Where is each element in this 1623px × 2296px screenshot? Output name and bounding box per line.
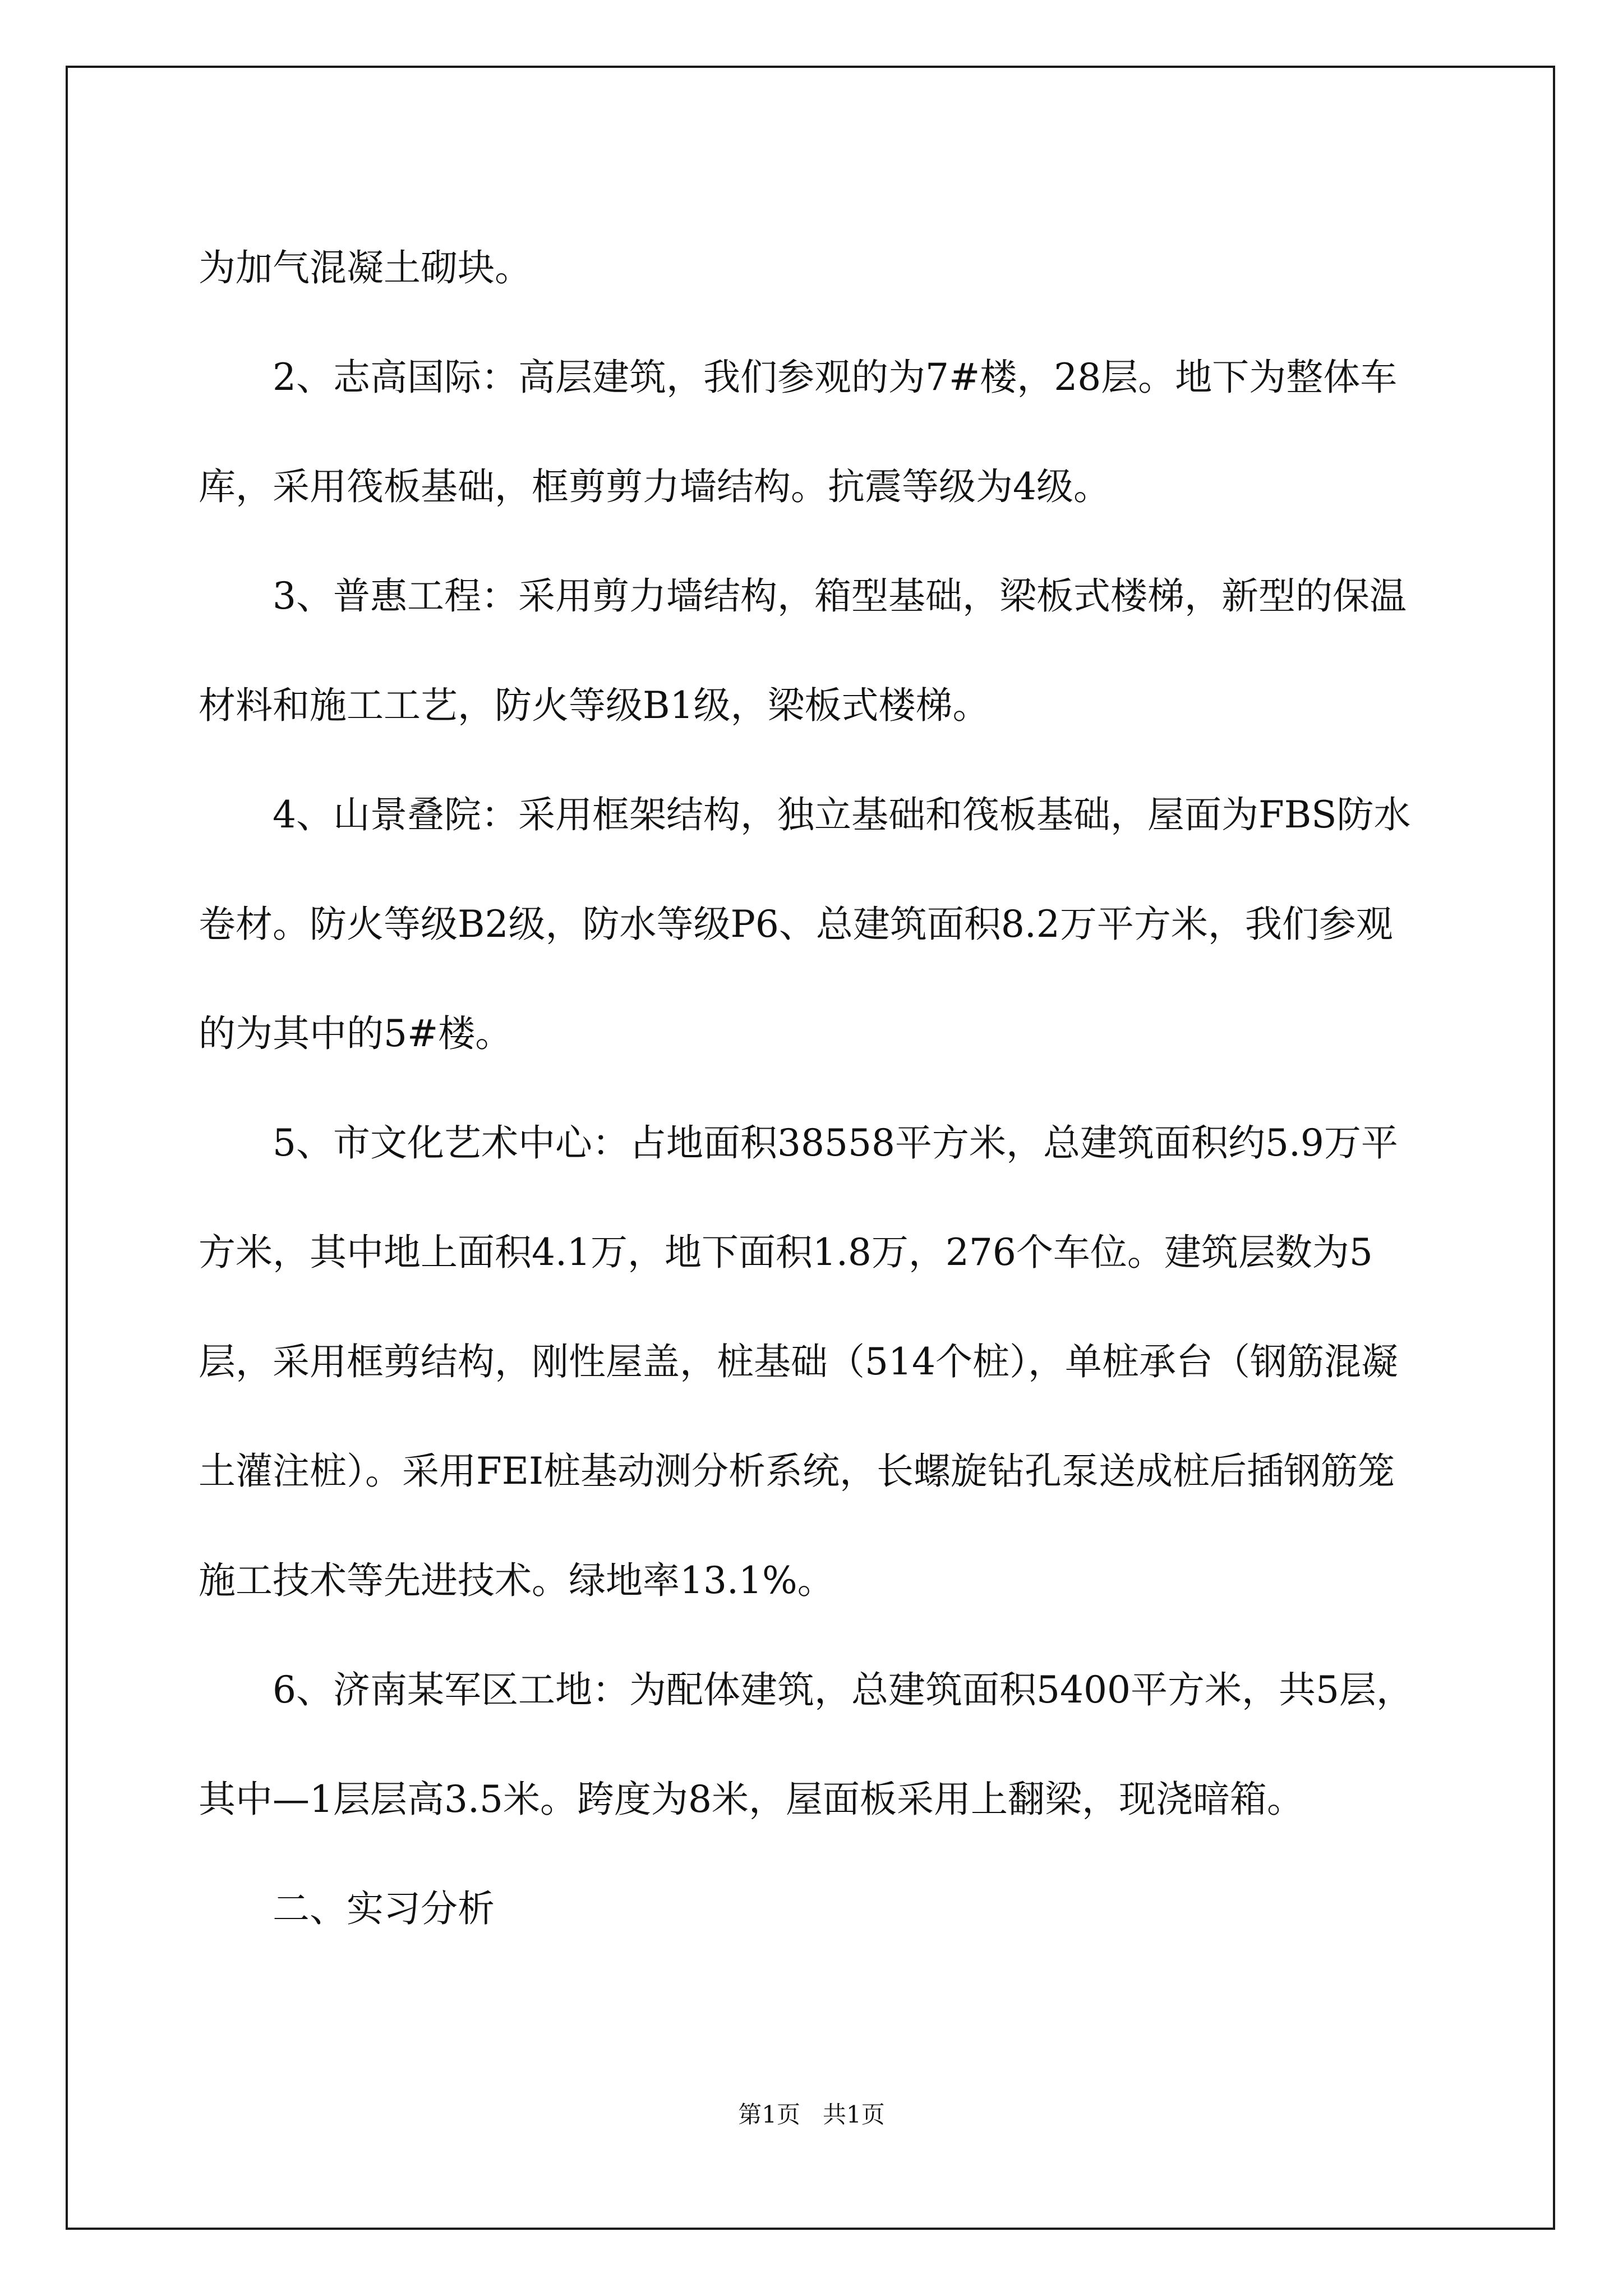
document-body bbox=[199, 213, 1427, 1963]
paragraph-2: 2、志高国际：高层建筑，我们参观的为7#楼，28层。地下为整体车库，采用筏板基础，框剪剪力墙结构。抗震等级为4级。 bbox=[199, 356, 1398, 508]
paragraph-4: 4、山景叠院：采用框架结构，独立基础和筏板基础，屋面为FBS防水卷材。防火等级B2级，防水等级P6、总建筑面积8.2万平方米，我们参观的为其中的5#楼。 bbox=[199, 793, 1411, 1055]
paragraph-6: 6、济南某军区工地：为配体建筑，总建筑面积5400平方米，共5层，其中—1层层高3.5米。跨度为8米，屋面板采用上翻梁，现浇暗箱。 bbox=[199, 1668, 1413, 1821]
paragraph-1: 为加气混凝土砌块。 bbox=[199, 246, 532, 289]
section-heading: 二、实习分析 bbox=[273, 1887, 495, 1930]
paragraph-5: 5、市文化艺术中心：占地面积38558平方米，总建筑面积约5.9万平方米，其中地上面积4.1万，地下面积1.8万，276个车位。建筑层数为5层，采用框剪结构，刚性屋盖，桩基础（514个桩），单桩承台（钢筋混凝土灌注桩）。采用FEI桩基动测分析系统，长螺旋钻孔泵送成桩后插钢筋笼施工技术等先进技术。绿地率13.1%。 bbox=[199, 1121, 1398, 1602]
page-footer: 第1页 共1页 bbox=[738, 2101, 885, 2128]
paragraph-3: 3、普惠工程：采用剪力墙结构，箱型基础，梁板式楼梯，新型的保温材料和施工工艺，防火等级B1级，梁板式楼梯。 bbox=[199, 574, 1407, 727]
